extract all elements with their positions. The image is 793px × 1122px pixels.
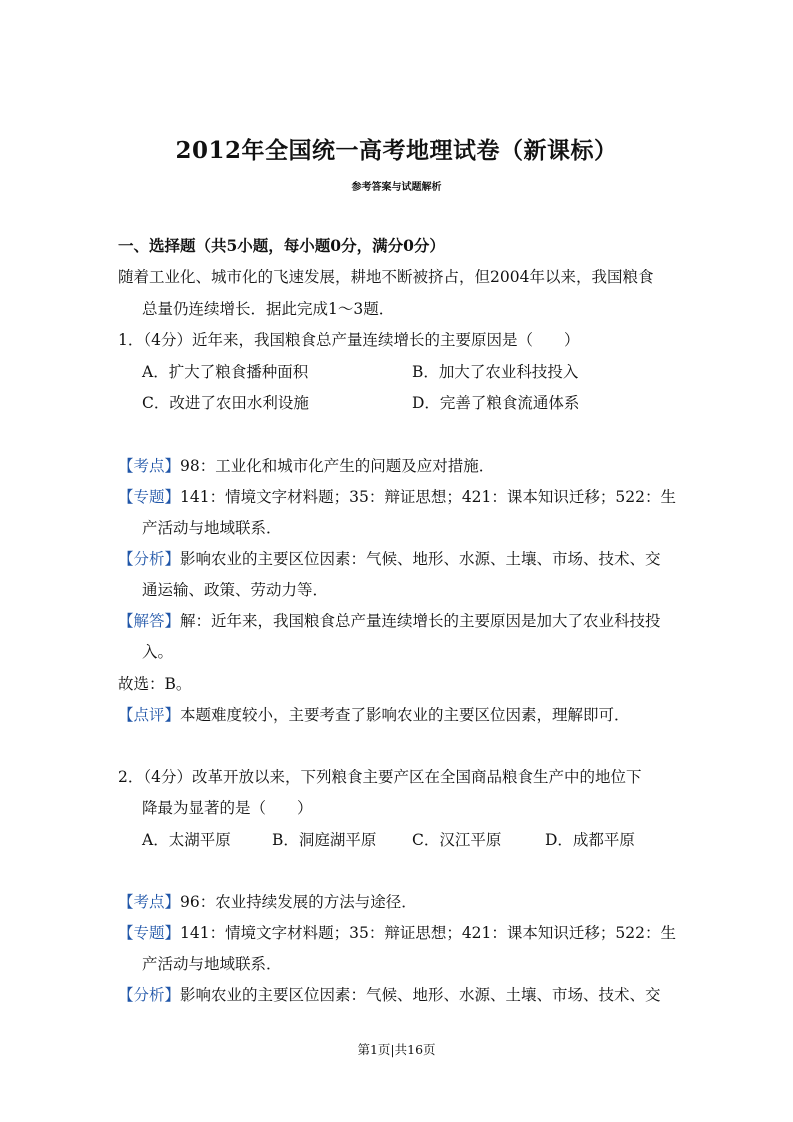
question-1-option-d: D．完善了粮食流通体系 — [412, 394, 580, 412]
question-2-option-b: B．洞庭湖平原 — [272, 831, 377, 849]
fenxi-tag: 【分析】 — [118, 986, 181, 1004]
fenxi-tag: 【分析】 — [118, 550, 181, 568]
zhuanti-text: 141：情境文字材料题；35：辩证思想；421：课本知识迁移；522：生 — [180, 488, 676, 506]
dianping-tag: 【点评】 — [118, 706, 181, 724]
intro-text-line-2: 总量仍连续增长．据此完成1～3题． — [142, 300, 395, 318]
zhuanti-tag: 【专题】 — [118, 488, 181, 506]
page-title: 2012年全国统一高考地理试卷（新课标） — [175, 137, 618, 164]
page-footer: 第1页|共16页 — [357, 1042, 436, 1057]
kaodian-tag: 【考点】 — [118, 893, 181, 911]
dianping-text: 本题难度较小，主要考查了影响农业的主要区位因素，理解即可． — [180, 706, 630, 724]
question-2-option-c: C．汉江平原 — [412, 831, 502, 849]
question-1-stem: 1．（4分）近年来，我国粮食总产量连续增长的主要原因是（ ） — [118, 331, 580, 349]
q1-dianping — [118, 705, 630, 725]
kaodian-text: 98：工业化和城市化产生的问题及应对措施． — [180, 457, 495, 475]
question-1-option-a: A．扩大了粮食播种面积 — [142, 363, 309, 381]
zhuanti-tag: 【专题】 — [118, 924, 181, 942]
jieda-tag: 【解答】 — [118, 612, 181, 630]
q2-kaodian — [118, 892, 417, 912]
question-2-option-a: A．太湖平原 — [142, 831, 231, 849]
q1-fenxi — [118, 549, 661, 569]
question-2-option-d: D．成都平原 — [545, 831, 635, 849]
q1-zhuanti — [118, 487, 676, 507]
jieda-text: 解：近年来，我国粮食总产量连续增长的主要原因是加大了农业科技投 — [180, 612, 661, 630]
question-2-stem-cont: 降最为显著的是（ ） — [142, 799, 313, 817]
q1-jieda — [118, 611, 661, 631]
intro-text-line-1: 随着工业化、城市化的飞速发展，耕地不断被挤占，但2004年以来，我国粮食 — [118, 268, 654, 286]
page-subtitle: 参考答案与试题解析 — [351, 182, 442, 193]
q2-zhuanti — [118, 923, 676, 943]
kaodian-text: 96：农业持续发展的方法与途径． — [180, 893, 417, 911]
fenxi-text: 影响农业的主要区位因素：气候、地形、水源、土壤、市场、技术、交 — [180, 986, 661, 1004]
fenxi-text: 影响农业的主要区位因素：气候、地形、水源、土壤、市场、技术、交 — [180, 550, 661, 568]
q1-zhuanti-cont: 产活动与地域联系． — [142, 519, 282, 537]
q1-jieda-cont: 入。 — [142, 643, 174, 661]
q1-kaodian — [118, 456, 494, 476]
q1-answer: 故选：B。 — [118, 675, 192, 693]
zhuanti-text: 141：情境文字材料题；35：辩证思想；421：课本知识迁移；522：生 — [180, 924, 676, 942]
section-heading: 一、选择题（共5小题，每小题0分，满分0分） — [118, 236, 445, 255]
kaodian-tag: 【考点】 — [118, 457, 181, 475]
q2-fenxi — [118, 985, 661, 1005]
q1-fenxi-cont: 通运输、政策、劳动力等． — [142, 581, 329, 599]
question-1-option-b: B．加大了农业科技投入 — [412, 363, 579, 381]
question-1-option-c: C．改进了农田水利设施 — [142, 394, 309, 412]
question-2-stem: 2．（4分）改革开放以来，下列粮食主要产区在全国商品粮食生产中的地位下 — [118, 768, 642, 786]
q2-zhuanti-cont: 产活动与地域联系． — [142, 955, 282, 973]
